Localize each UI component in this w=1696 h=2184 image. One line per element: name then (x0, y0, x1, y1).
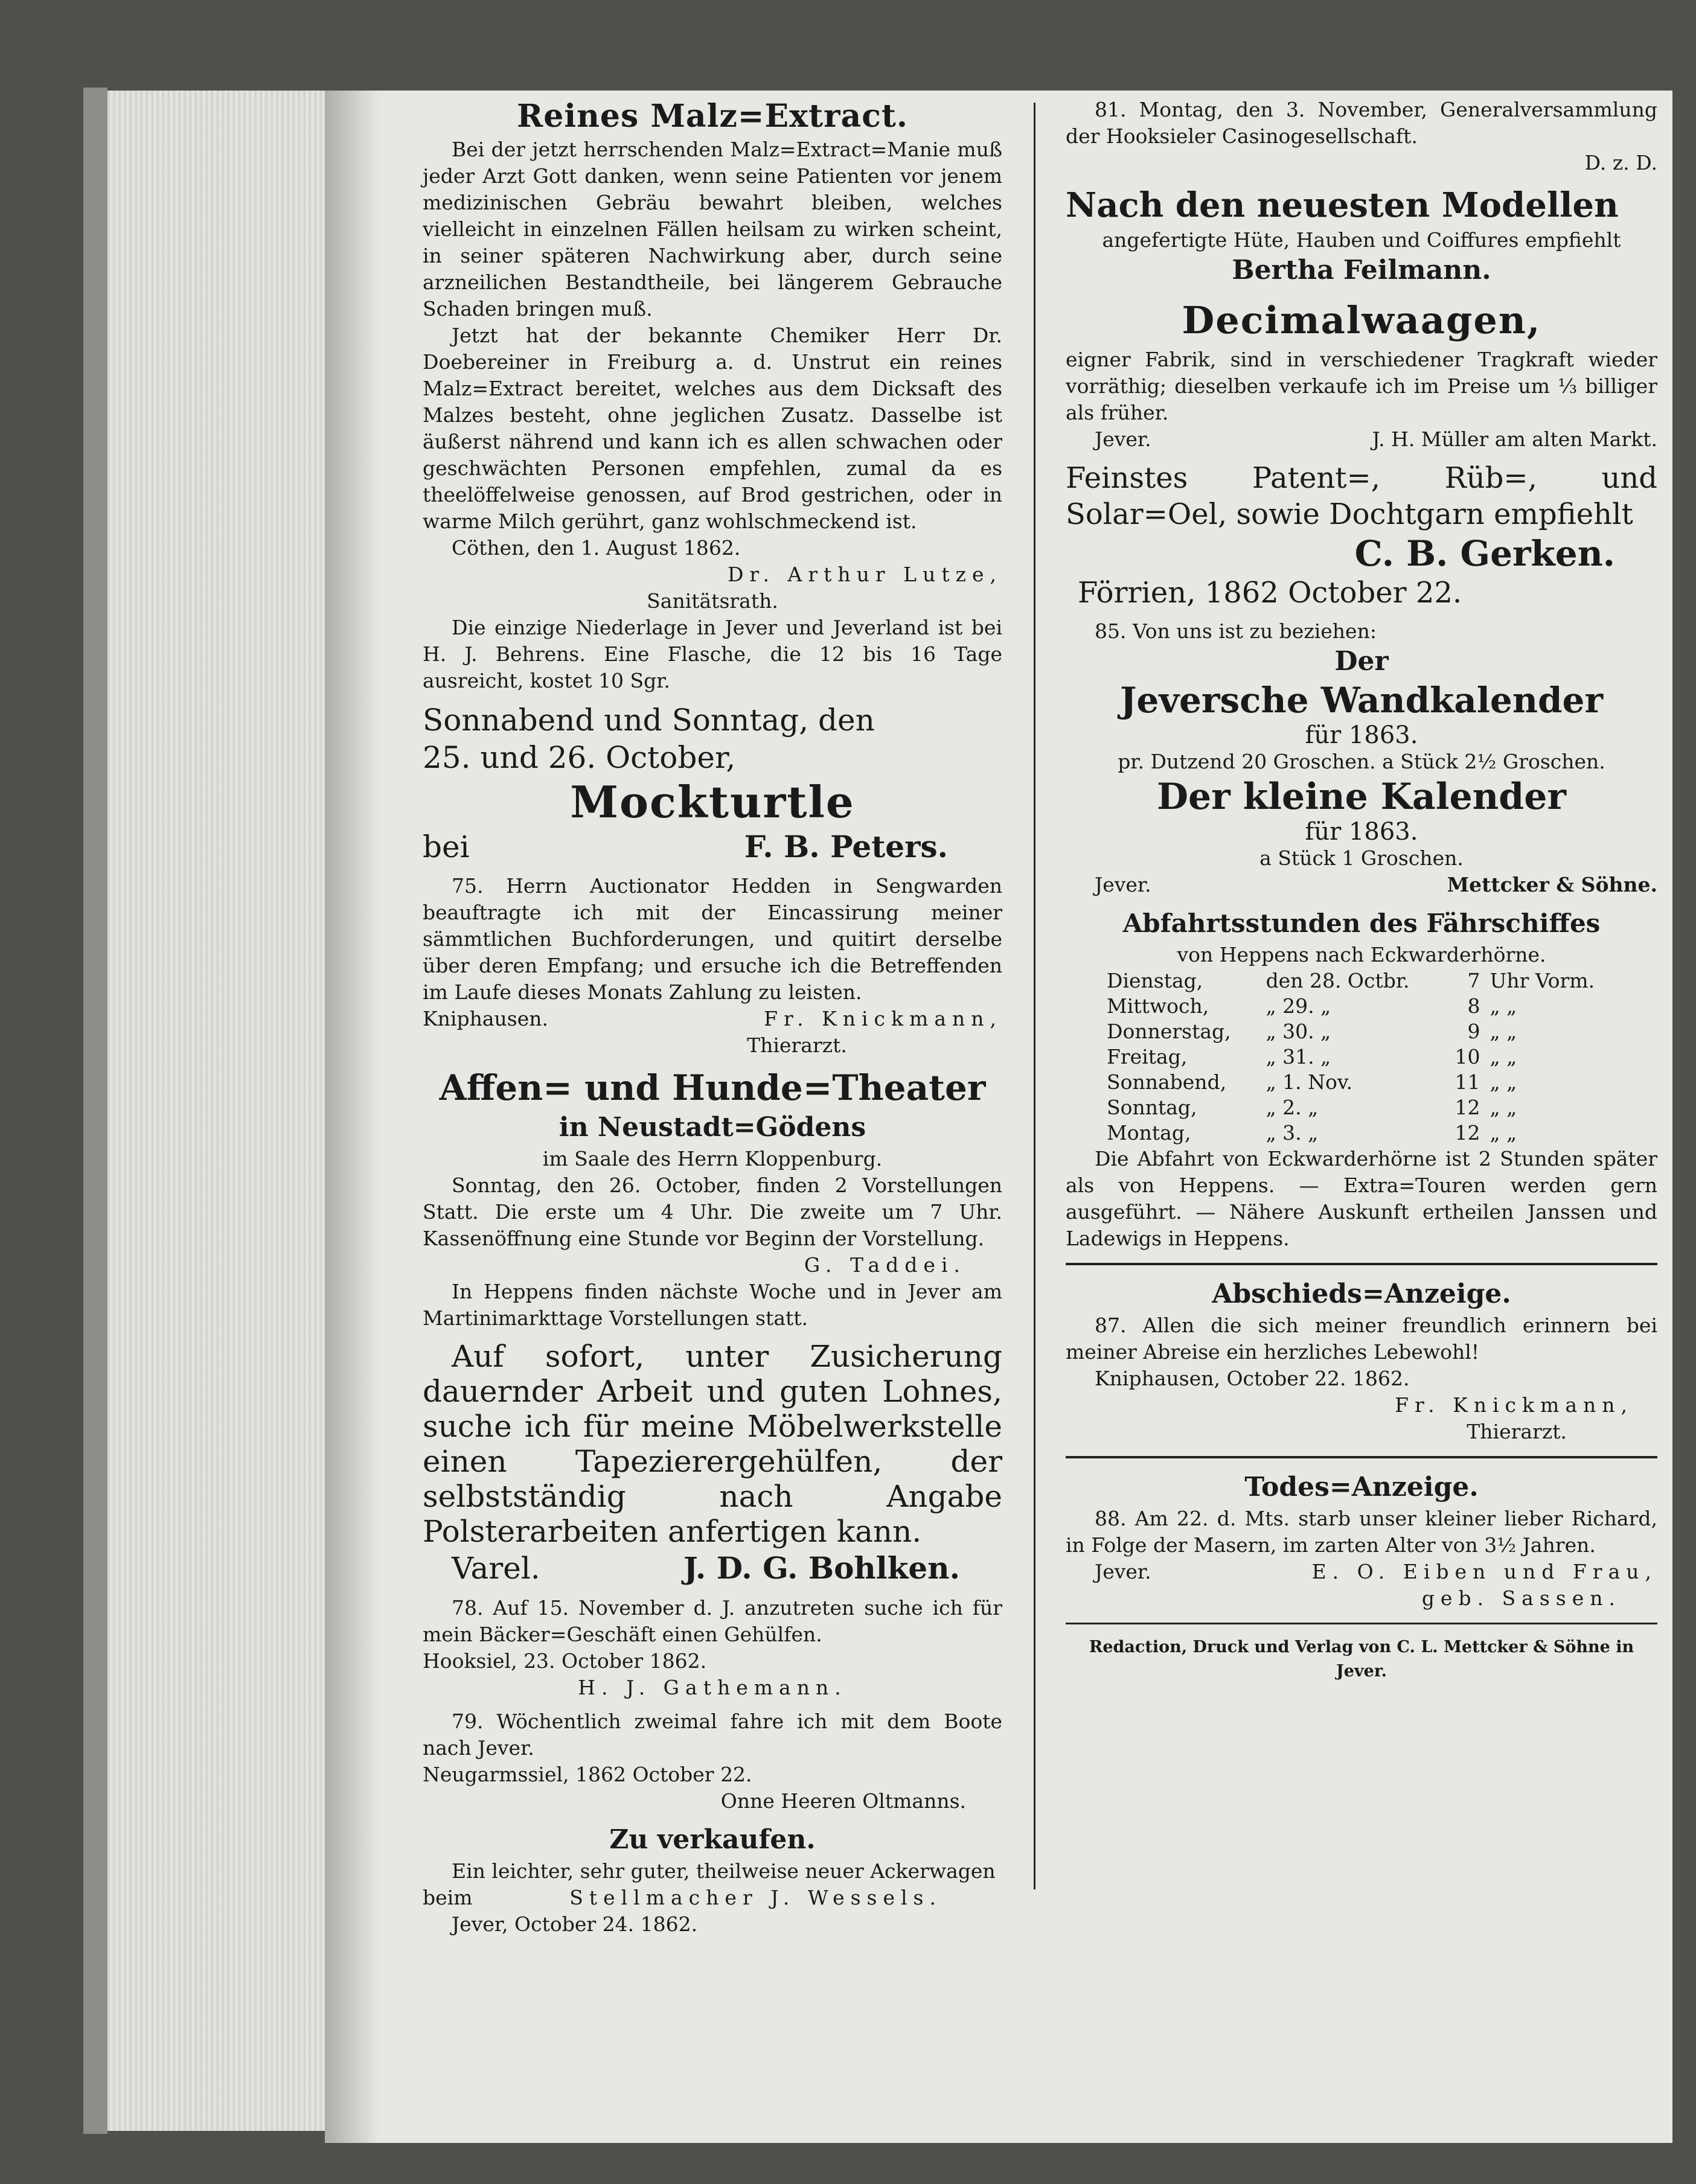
ad-line: bei (423, 829, 470, 864)
book-cover-edge (83, 88, 107, 2134)
ad-abschied (1066, 1276, 1657, 1445)
place-date: Kniphausen, October 22. 1862. (1095, 1367, 1410, 1390)
notice-78 (423, 1595, 1002, 1701)
ad-theater (423, 1066, 1002, 1332)
ad-line: 25. und 26. October, (423, 740, 736, 775)
signer: Fr. Knickmann, (764, 1007, 1002, 1030)
ad-text: In Heppens finden nächste Woche und in Jever am Martinimarkttage Vorstellungen statt. (423, 1280, 1002, 1330)
place: Kniphausen. (423, 1007, 548, 1030)
table-row (1102, 1095, 1621, 1120)
table-cell: 11 (1454, 1070, 1480, 1094)
table-cell: Sonnabend, (1107, 1070, 1227, 1094)
price: a Stück 1 Groschen. (1259, 846, 1464, 870)
ad-title: Jeversche Wandkalender (1119, 680, 1604, 721)
table-cell: „ „ (1490, 1121, 1517, 1145)
left-column (423, 97, 1002, 1945)
table-cell: „ 1. Nov. (1266, 1070, 1353, 1094)
notice-text: 85. Von uns ist zu beziehen: (1095, 619, 1377, 643)
right-column (1066, 97, 1657, 1684)
table-row (1102, 968, 1621, 994)
table-cell: „ 3. „ (1266, 1121, 1319, 1145)
ad-faehre (1066, 905, 1657, 1252)
table-cell: „ „ (1490, 1096, 1517, 1119)
signer: Dr. Arthur Lutze, (727, 563, 1002, 586)
notice-text: 79. Wöchentlich zweimal fahre ich mit dem Boote nach Jever. (423, 1710, 1002, 1760)
ad-title: Abfahrtsstunden des Fährschiffes (1122, 908, 1601, 938)
table-row (1102, 994, 1621, 1019)
ad-title: Abschieds=Anzeige. (1212, 1279, 1511, 1309)
table-cell: 12 (1454, 1121, 1480, 1145)
table-row (1102, 1120, 1621, 1146)
page-stack-edge (107, 91, 325, 2131)
table-cell: „ 2. „ (1266, 1096, 1319, 1119)
ad-decimalwaagen (1066, 295, 1657, 453)
table-cell: „ „ (1490, 1020, 1517, 1043)
signer: Stellmacher J. Wessels. (569, 1886, 942, 1909)
ad-title: Todes=Anzeige. (1244, 1472, 1479, 1502)
table-row (1102, 1044, 1621, 1070)
ad-line: beim (423, 1886, 473, 1909)
ad-text: 88. Am 22. d. Mts. starb unser kleiner lieber Richard, in Folge der Masern, im zarten Alter von 3½ Jahren. (1066, 1507, 1657, 1557)
table-cell: den 28. Octbr. (1266, 969, 1410, 992)
signer: Onne Heeren Oltmanns. (720, 1789, 966, 1813)
table-cell: 9 (1467, 1020, 1480, 1043)
table-cell: Montag, (1107, 1121, 1191, 1145)
place: Varel. (452, 1551, 540, 1586)
ad-text: Ein leichter, sehr guter, theilweise neuer Ackerwagen (452, 1859, 996, 1883)
spine-shadow (325, 91, 379, 2143)
table-cell: „ „ (1490, 1070, 1517, 1094)
ad-line: für 1863. (1305, 721, 1418, 749)
place-date: Jever, October 24. 1862. (452, 1912, 698, 1936)
signer: geb. Sassen. (1421, 1586, 1621, 1610)
ad-text: eigner Fabrik, sind in verschiedener Tragkraft wieder vorräthig; dieselben verkaufe ich im Preise um ⅓ billiger als früher. (1066, 348, 1657, 424)
signer-title: Thierarzt. (1467, 1420, 1567, 1443)
signer: Fr. Knickmann, (1395, 1393, 1633, 1417)
column-divider (1034, 103, 1035, 1889)
price: pr. Dutzend 20 Groschen. a Stück 2½ Groschen. (1118, 750, 1605, 773)
section-rule (1066, 1456, 1657, 1458)
table-cell: 12 (1454, 1096, 1480, 1119)
signer-title: Thierarzt. (747, 1033, 847, 1057)
place-date: Hooksiel, 23. October 1862. (423, 1649, 707, 1673)
ad-mockturtle (423, 701, 1002, 866)
table-cell: „ „ (1490, 994, 1517, 1018)
table-cell: „ „ (1490, 1045, 1517, 1068)
table-cell: 7 (1467, 969, 1480, 992)
signer: E. O. Eiben und Frau, (1311, 1560, 1657, 1583)
notice-text: 81. Montag, den 3. November, Generalversammlung der Hooksieler Casinogesellschaft. (1066, 98, 1657, 148)
signer: Mettcker & Söhne. (1447, 873, 1657, 896)
ad-malz-extract (423, 97, 1002, 694)
place: Jever. (1095, 427, 1151, 451)
ad-line: Der (1334, 646, 1389, 677)
table-cell: „ 30. „ (1266, 1020, 1331, 1043)
ad-verkaufen (423, 1822, 1002, 1938)
notice-text: 78. Auf 15. November d. J. anzutreten suche ich für mein Bäcker=Geschäft einen Gehülfen. (423, 1596, 1002, 1646)
ad-line: für 1863. (1305, 818, 1418, 846)
imprint-footer: Redaction, Druck und Verlag von C. L. Mettcker & Söhne in Jever. (1089, 1638, 1634, 1681)
ad-kalender (1066, 618, 1657, 898)
ad-subtitle: von Heppens nach Eckwarderhörne. (1177, 943, 1546, 966)
ad-subtitle: in Neustadt=Gödens (558, 1112, 866, 1143)
table-row (1102, 1019, 1621, 1044)
table-cell: 8 (1467, 994, 1480, 1018)
place: Jever. (1095, 1560, 1151, 1583)
place-date: Neugarmssiel, 1862 October 22. (423, 1763, 752, 1786)
section-rule (1066, 1623, 1657, 1624)
signer: C. B. Gerken. (1354, 533, 1615, 574)
table-cell: „ 29. „ (1266, 994, 1331, 1018)
ad-title: Der kleine Kalender (1156, 776, 1567, 818)
ad-title: Affen= und Hunde=Theater (439, 1067, 986, 1108)
ad-title: Nach den neuesten Modellen (1066, 185, 1619, 225)
ad-text: 87. Allen die sich meiner freundlich erinnern bei meiner Abreise ein herzliches Lebewohl! (1066, 1314, 1657, 1364)
signer: Bertha Feilmann. (1232, 255, 1491, 286)
ad-title: Mockturtle (570, 776, 855, 828)
ad-text: im Saale des Herrn Kloppenburg. (542, 1147, 883, 1170)
ad-text: Die Abfahrt von Eckwarderhörne ist 2 Stunden später als von Heppens. — Extra=Touren werden gern ausgeführt. — Nähere Auskunft ertheilen Janssen und Ladewigs in Heppens. (1066, 1147, 1657, 1250)
schedule-table (1102, 968, 1621, 1146)
ad-gerken (1066, 460, 1657, 611)
signer: F. B. Peters. (744, 829, 948, 864)
place: Jever. (1095, 873, 1151, 896)
ad-title: Decimalwaagen, (1182, 298, 1541, 342)
ad-text: Auf sofort, unter Zusicherung dauernder Arbeit und guten Lohnes, suche ich für meine Möbelwerkstelle einen Tapezierergehülfen, der selbstständig nach Angabe Polsterarbeiten anfertigen kann. (423, 1339, 1002, 1549)
table-row (1102, 1070, 1621, 1095)
table-cell: Donnerstag, (1107, 1020, 1231, 1043)
table-cell: Mittwoch, (1107, 994, 1209, 1018)
signer: H. J. Gathemann. (578, 1676, 847, 1699)
ad-line: Sonnabend und Sonntag, den (423, 703, 875, 738)
table-cell: Uhr Vorm. (1490, 969, 1595, 992)
ad-text: angefertigte Hüte, Hauben und Coiffures empfiehlt (1102, 228, 1621, 252)
ad-todes (1066, 1469, 1657, 1612)
ad-text: Feinstes Patent=, Rüb=, und Solar=Oel, sowie Dochtgarn empfiehlt (1066, 461, 1657, 531)
notice-75 (423, 873, 1002, 1059)
table-cell: „ 31. „ (1266, 1045, 1331, 1068)
notice-text: 75. Herrn Auctionator Hedden in Sengwarden beauftragte ich mit der Eincassirung meiner sämmtlichen Buchforderungen, und quitirt derselbe über deren Empfang; und ersuche ich die Betreffenden im Laufe dieses Monats Zahlung zu leisten. (423, 874, 1002, 1004)
ad-title: Reines Malz=Extract. (517, 98, 908, 135)
signer-title: Sanitätsrath. (647, 589, 778, 613)
ad-text: Sonntag, den 26. October, finden 2 Vorstellungen Statt. Die erste um 4 Uhr. Die zweite um 7 Uhr. Kassenöffnung eine Stunde vor Beginn der Vorstellung. (423, 1173, 1002, 1250)
table-cell: Freitag, (1107, 1045, 1188, 1068)
notice-79 (423, 1708, 1002, 1815)
signer: G. Taddei. (804, 1253, 966, 1277)
notice-81 (1066, 97, 1657, 176)
signer: D. z. D. (1584, 151, 1657, 174)
ad-text: Die einzige Niederlage in Jever und Jeverland ist bei H. J. Behrens. Eine Flasche, die 12 bis 16 Tage ausreicht, kostet 10 Sgr. (423, 616, 1002, 692)
ad-modellen (1066, 184, 1657, 287)
place-date: Cöthen, den 1. August 1862. (452, 536, 741, 560)
ad-title: Zu verkaufen. (609, 1824, 816, 1855)
section-rule (1066, 1263, 1657, 1265)
table-cell: Dienstag, (1107, 969, 1203, 992)
table-cell: Sonntag, (1107, 1096, 1197, 1119)
ad-tapezierer (423, 1339, 1002, 1588)
signer: J. D. G. Bohlken. (683, 1550, 960, 1586)
signer: J. H. Müller am alten Markt. (1372, 427, 1657, 451)
table-cell: 10 (1454, 1045, 1480, 1068)
ad-text: Jetzt hat der bekannte Chemiker Herr Dr. Doebereiner in Freiburg a. d. Unstrut ein reines Malz=Extract bereitet, welches aus dem Dicksaft des Malzes besteht, ohne jeglichen Zusatz. Dasselbe ist äußerst nährend und kann ich es allen schwachen oder geschwächten Personen empfehlen, zumal da es theelöffelweise genossen, auf Brod gestrichen, oder in warme Milch gerührt, ganz wohlschmeckend ist. (423, 324, 1002, 533)
place-date: Förrien, 1862 October 22. (1078, 576, 1462, 610)
ad-text: Bei der jetzt herrschenden Malz=Extract=Manie muß jeder Arzt Gott danken, wenn seine Patienten vor jenem medizinischen Gebräu bewahrt bleiben, welches vielleicht in einzelnen Fällen heilsam zu wirken scheint, in seiner späteren Nachwirkung aber, durch seine arzneilichen Bestandtheile, bei längerem Gebrauche Schaden bringen muß. (423, 138, 1002, 321)
